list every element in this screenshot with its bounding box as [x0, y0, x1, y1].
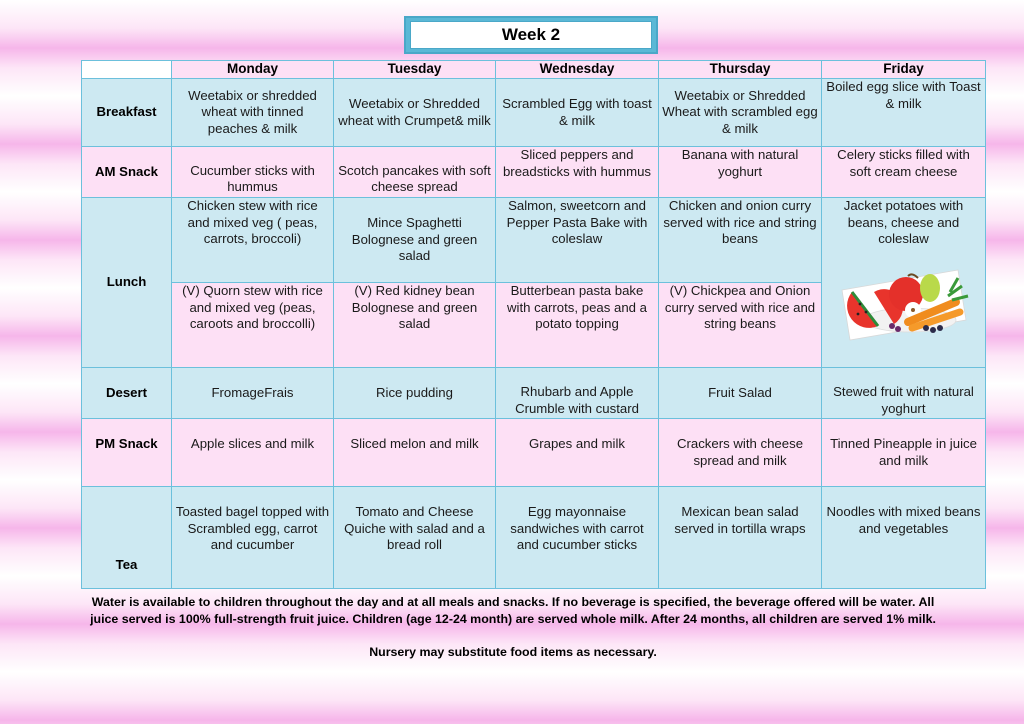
beverage-note: Water is available to children throughout the day and at all meals and snacks. If no beverage is specified, the beverage offered will be water. All juice served is 100% full-strength fruit juice. Children (age 12-24 month) are served whole milk. After 24 months, all children are served 1% milk.	[90, 595, 936, 626]
corner-cell	[82, 61, 172, 79]
tea-thursday: Mexican bean salad served in tortilla wraps	[659, 487, 822, 589]
desert-friday: Stewed fruit with natural yoghurt	[822, 368, 986, 419]
tea-friday: Noodles with mixed beans and vegetables	[822, 487, 986, 589]
pm-snack-friday: Tinned Pineapple in juice and milk	[822, 419, 986, 487]
substitution-note: Nursery may substitute food items as necessary.	[369, 645, 657, 659]
lunch-thursday: Chicken and onion curry served with rice and string beans	[659, 198, 822, 283]
lunch-monday: Chicken stew with rice and mixed veg ( peas, carrots, broccoli)	[172, 198, 334, 283]
menu-table	[81, 60, 986, 589]
lunch-veg-monday: (V) Quorn stew with rice and mixed veg (peas, caroots and broccolli)	[172, 283, 334, 368]
fruit-and-vegetables-icon	[838, 262, 970, 344]
lunch-friday: Jacket potatoes with beans, cheese and coleslaw	[843, 198, 964, 247]
lunch-tuesday: Mince Spaghetti Bolognese and green salad	[334, 198, 496, 283]
tea-wednesday: Egg mayonnaise sandwiches with carrot and cucumber sticks	[496, 487, 659, 589]
row-label-lunch: Lunch	[82, 198, 172, 368]
tea-monday: Toasted bagel topped with Scrambled egg, carrot and cucumber	[172, 487, 334, 589]
desert-monday: FromageFrais	[172, 368, 334, 419]
breakfast-friday: Boiled egg slice with Toast & milk	[822, 79, 986, 147]
breakfast-monday: Weetabix or shredded wheat with tinned peaches & milk	[172, 79, 334, 147]
day-header-wednesday: Wednesday	[496, 61, 659, 79]
header-row	[82, 61, 986, 79]
pm-snack-monday: Apple slices and milk	[172, 419, 334, 487]
page-title: Week 2	[410, 21, 652, 49]
day-header-friday: Friday	[822, 61, 986, 79]
desert-thursday: Fruit Salad	[659, 368, 822, 419]
lunch-row	[82, 198, 986, 283]
tea-row	[82, 487, 986, 589]
desert-tuesday: Rice pudding	[334, 368, 496, 419]
am-snack-monday: Cucumber sticks with hummus	[172, 147, 334, 198]
desert-wednesday: Rhubarb and Apple Crumble with custard	[496, 368, 659, 419]
row-label-pm-snack: PM Snack	[82, 419, 172, 487]
row-label-tea: Tea	[82, 487, 172, 589]
breakfast-row	[82, 79, 986, 147]
breakfast-thursday: Weetabix or Shredded Wheat with scrambled egg & milk	[659, 79, 822, 147]
pm-snack-thursday: Crackers with cheese spread and milk	[659, 419, 822, 487]
pm-snack-wednesday: Grapes and milk	[496, 419, 659, 487]
lunch-wednesday: Salmon, sweetcorn and Pepper Pasta Bake with coleslaw	[496, 198, 659, 283]
am-snack-friday: Celery sticks filled with soft cream cheese	[822, 147, 986, 198]
lunch-veg-wednesday: Butterbean pasta bake with carrots, peas and a potato topping	[496, 283, 659, 368]
day-header-thursday: Thursday	[659, 61, 822, 79]
pm-snack-tuesday: Sliced melon and milk	[334, 419, 496, 487]
lunch-veg-tuesday: (V) Red kidney bean Bolognese and green salad	[334, 283, 496, 368]
breakfast-tuesday: Weetabix or Shredded wheat with Crumpet& milk	[334, 79, 496, 147]
lunch-veg-thursday: (V) Chickpea and Onion curry served with rice and string beans	[659, 283, 822, 368]
day-header-tuesday: Tuesday	[334, 61, 496, 79]
am-snack-thursday: Banana with natural yoghurt	[659, 147, 822, 198]
row-label-breakfast: Breakfast	[82, 79, 172, 147]
tea-tuesday: Tomato and Cheese Quiche with salad and a bread roll	[334, 487, 496, 589]
am-snack-wednesday: Sliced peppers and breadsticks with hummus	[496, 147, 659, 198]
title-box	[404, 16, 658, 54]
footer-notes	[84, 594, 942, 661]
am-snack-tuesday: Scotch pancakes with soft cheese spread	[334, 147, 496, 198]
lunch-friday-cell	[822, 198, 986, 368]
breakfast-wednesday: Scrambled Egg with toast & milk	[496, 79, 659, 147]
row-label-am-snack: AM Snack	[82, 147, 172, 198]
desert-row	[82, 368, 986, 419]
row-label-desert: Desert	[82, 368, 172, 419]
pm-snack-row	[82, 419, 986, 487]
am-snack-row	[82, 147, 986, 198]
day-header-monday: Monday	[172, 61, 334, 79]
